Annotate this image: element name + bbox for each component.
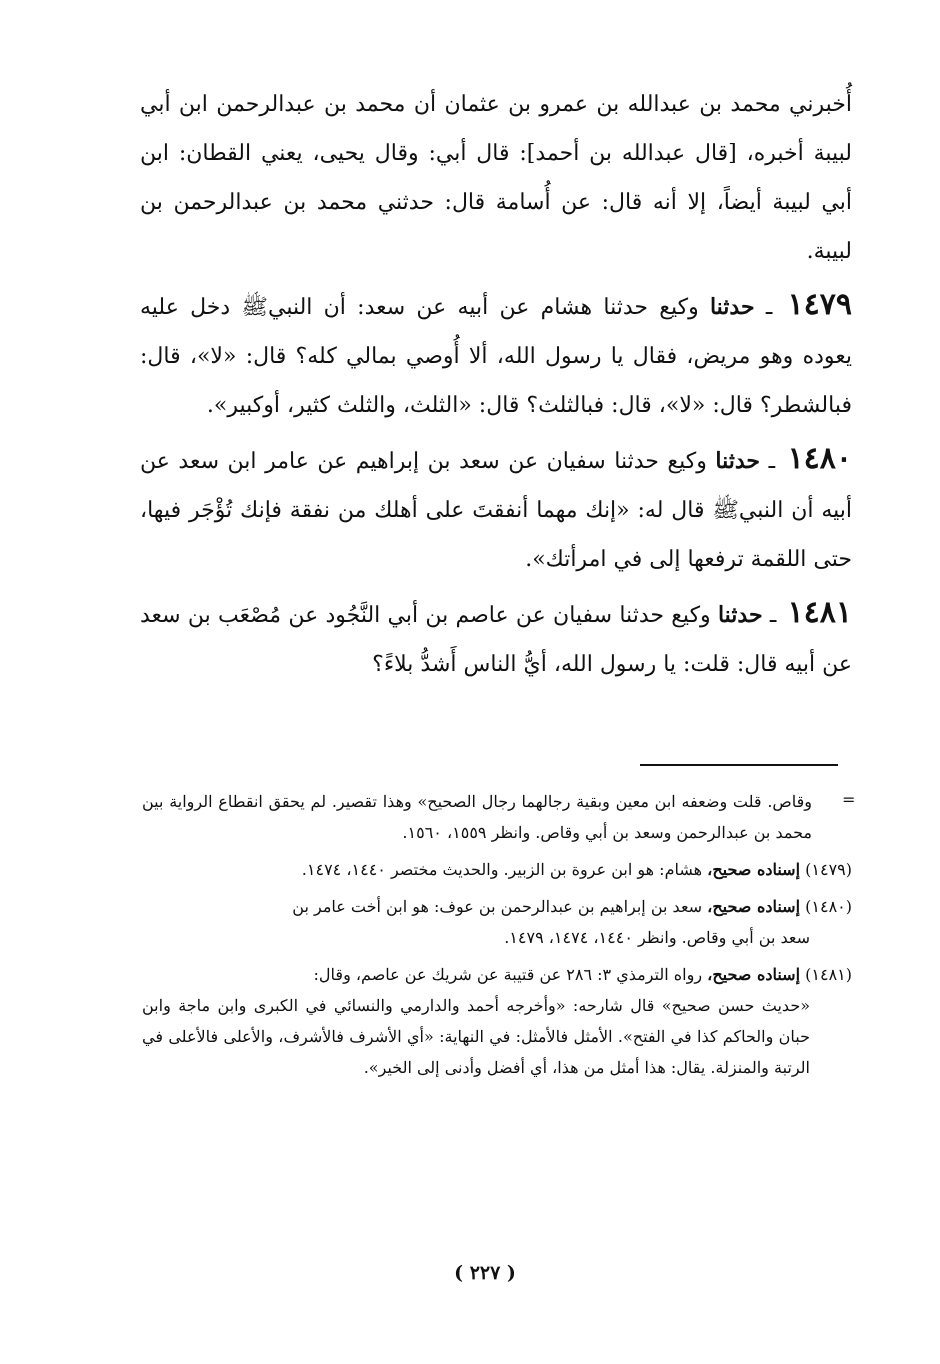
page-number: ( ٢٢٧ ) [454,1262,516,1284]
footnote-number: (١٤٧٩) [805,860,852,879]
footnote-text: هشام: هو ابن عروة بن الزبير. والحديث مختصر ١٤٤٠، ١٤٧٤. [301,860,703,879]
hadith-number: ١٤٨٠ [787,441,853,476]
hadith-text: وكيع حدثنا سفيان عن سعد بن إبراهيم عن عامر ابن سعد عن أبيه أن النبيﷺ قال له: «إنك مهما أنفقتَ على أهلك من نفقة فإنك تُؤْجَر فيها، حتى اللقمة ترفعها إلى في امرأتك». [140,449,852,572]
hadith-number: ١٤٧٩ [787,287,852,322]
hadith-keyword: حدثنا [717,602,763,628]
footnote-first-line [142,891,852,922]
footnote-text: رواه الترمذي ٣: ٢٨٦ عن قتيبة عن شريك عن عاصم، وقال: [313,965,703,984]
footnote-continuation [142,786,852,848]
hadith-dash: ـ [768,449,776,474]
footnote-1479 [142,854,852,885]
footnotes [142,786,852,1089]
footnote-number: (١٤٨٠) [805,897,852,916]
hadith-dash: ـ [765,295,773,320]
hadith-text: وكيع حدثنا هشام عن أبيه عن سعد: أن النبيﷺ دخل عليه يعوده وهو مريض، فقال يا رسول الله، ألا أُوصي بمالي كله؟ قال: «لا»، قال: فبالشطر؟ قال: «لا»، قال: فبالثلث؟ قال: «الثلث، والثلث كثير، أوكبير». [140,295,852,418]
intro-paragraph: أُخبرني محمد بن عبدالله بن عمرو بن عثمان أن محمد بن عبدالرحمن ابن أبي لبيبة أخبره، [قال عبدالله بن أحمد]: قال أبي: وقال يحيى، يعني القطان: ابن أبي لبيبة أيضاً، إلا أنه قال: عن أُسامة قال: حدثني محمد بن عبدالرحمن بن لبيبة. [140,92,852,264]
footnote-first-line [142,854,852,885]
footnote-grade: إسناده صحيح، [707,965,801,984]
footnote-1481 [142,959,852,1083]
footnote-number: (١٤٨١) [805,965,852,984]
footnote-separator [640,764,838,766]
footnote-first-line [142,959,852,990]
footnote-1480 [142,891,852,953]
footnote-more: سعد بن أبي وقاص. وانظر ١٤٤٠، ١٤٧٤، ١٤٧٩. [504,928,810,947]
hadith-keyword: حدثنا [709,294,755,320]
footnote-grade: إسناده صحيح، [707,860,801,879]
footnote-text: وقاص. قلت وضعفه ابن معين وبقية رجالهما رجال الصحيح» وهذا تقصير. لم يحقق انقطاع الرواية بين محمد بن عبدالرحمن وسعد بن أبي وقاص. وانظر ١٥٥٩، ١٥٦٠. [142,792,812,842]
hadith-dash: ـ [769,603,777,628]
footnote-text: سعد بن إبراهيم بن عبدالرحمن بن عوف: هو ابن أخت عامر بن [292,897,703,916]
hadith-1479 [140,280,852,430]
hadith-1481 [140,588,852,689]
footnote-more: «حديث حسن صحيح» قال شارحه: «وأخرجه أحمد والدارمي والنسائي في الكبرى وابن ماجة وابن حبان والحاكم كذا في الفتح». الأمثل فالأمثل: في النهاية: «أي الأشرف فالأشرف، والأعلى فالأعلى في الرتبة والمنزلة. يقال: هذا أمثل من هذا، أي أفضل وأدنى إلى الخير». [142,996,810,1077]
hadith-number: ١٤٨١ [787,595,852,630]
main-text [140,80,852,689]
hadith-1480 [140,434,852,584]
continuation-mark: = [842,790,856,809]
hadith-text: وكيع حدثنا سفيان عن عاصم بن أبي النَّجُود عن مُصْعَب بن سعد عن أبيه قال: قلت: يا رسول الله، أيُّ الناس أَشدُّ بلاءً؟ [140,603,852,677]
hadith-keyword: حدثنا [715,448,761,474]
footnote-grade: إسناده صحيح، [707,897,801,916]
